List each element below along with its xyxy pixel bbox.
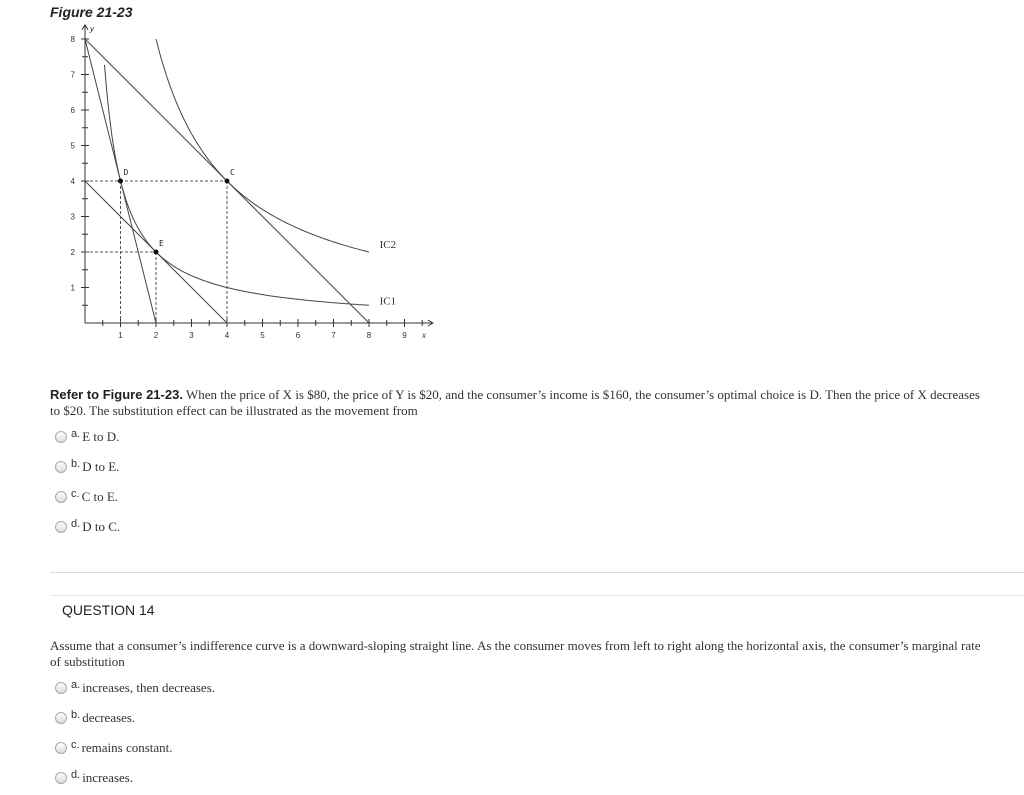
x-axis-label: x xyxy=(422,331,427,340)
option-text: D to C. xyxy=(82,519,121,534)
radio-button[interactable] xyxy=(55,742,67,754)
x-tick-label: 1 xyxy=(118,331,123,340)
ic1-label: IC1 xyxy=(379,295,397,308)
x-tick-label: 4 xyxy=(224,331,230,340)
y-tick-label: 5 xyxy=(70,141,75,151)
x-tick-label: 2 xyxy=(153,331,159,340)
option-letter: d. xyxy=(71,769,81,781)
option-text: increases, then decreases. xyxy=(82,680,216,695)
point-c xyxy=(154,250,159,255)
q14-option-a[interactable] xyxy=(55,678,215,698)
divider xyxy=(50,572,1024,573)
question-separator xyxy=(50,595,1024,596)
option-letter: d. xyxy=(71,518,81,530)
q14-option-d[interactable] xyxy=(55,768,133,788)
ic2-label: IC2 xyxy=(379,238,397,251)
figure-title: Figure 21-23 xyxy=(50,4,133,20)
option-letter: c. xyxy=(71,739,80,751)
point-e xyxy=(225,179,230,184)
ic2-curve xyxy=(156,39,369,252)
option-letter: a. xyxy=(71,428,81,440)
question-13-body: When the price of X is $80, the price of Y is $20, and the consumer’s income is $160, the consumer’s optimal choice is D. Then the price of X decreases to $20. The substitution effect can be illustrated as the movement from xyxy=(50,387,980,418)
option-letter: b. xyxy=(71,458,81,470)
axes xyxy=(81,25,433,327)
option-text: remains constant. xyxy=(81,740,173,755)
option-letter: b. xyxy=(71,709,81,721)
x-tick-label: 3 xyxy=(189,331,194,340)
radio-button[interactable] xyxy=(55,521,67,533)
question-14-heading: QUESTION 14 xyxy=(62,602,155,618)
x-tick-label: 7 xyxy=(331,331,336,340)
x-tick-label: 8 xyxy=(366,331,372,340)
ic1-curve xyxy=(105,65,370,305)
option-text: D to E. xyxy=(82,459,120,474)
radio-button[interactable] xyxy=(55,491,67,503)
q14-option-b[interactable] xyxy=(55,708,135,728)
q13-option-c[interactable] xyxy=(55,487,118,507)
q13-option-b[interactable] xyxy=(55,457,119,477)
y-tick-label: 7 xyxy=(70,70,75,80)
q14-option-c[interactable] xyxy=(55,738,173,758)
radio-button[interactable] xyxy=(55,431,67,443)
point-label-c: E xyxy=(159,239,164,248)
y-tick-label: 8 xyxy=(70,35,75,44)
y-tick-label: 1 xyxy=(70,283,75,293)
radio-button[interactable] xyxy=(55,682,67,694)
radio-button[interactable] xyxy=(55,712,67,724)
point-label-d: D xyxy=(123,168,129,177)
question-13-text xyxy=(50,387,985,419)
y-axis-label: y xyxy=(90,24,94,34)
figure-reference: Refer to Figure 21-23. xyxy=(50,387,183,402)
y-tick-label: 2 xyxy=(70,248,75,257)
option-text: C to E. xyxy=(81,489,119,504)
point-d xyxy=(118,179,123,184)
point-label-e: C xyxy=(230,168,235,177)
points xyxy=(118,179,230,255)
indifference-curve-graph xyxy=(50,18,450,348)
option-text: increases. xyxy=(82,770,134,785)
y-tick-label: 6 xyxy=(70,106,75,115)
q13-option-d[interactable] xyxy=(55,517,120,537)
x-tick-label: 5 xyxy=(260,331,265,340)
option-letter: a. xyxy=(71,679,81,691)
question-14-text: Assume that a consumer’s indifference curve is a downward-sloping straight line. As the consumer moves from left to right along the horizontal axis, the consumer’s marginal rate of substitution xyxy=(50,638,981,669)
radio-button[interactable] xyxy=(55,772,67,784)
option-text: decreases. xyxy=(82,710,136,725)
q13-option-a[interactable] xyxy=(55,427,119,447)
x-tick-label: 6 xyxy=(295,331,301,340)
radio-button[interactable] xyxy=(55,461,67,473)
option-letter: c. xyxy=(71,488,80,500)
option-text: E to D. xyxy=(82,429,120,444)
x-tick-label: 9 xyxy=(402,331,407,340)
y-tick-label: 3 xyxy=(70,212,75,222)
indifference-curves xyxy=(105,39,370,305)
y-tick-label: 4 xyxy=(70,177,75,186)
